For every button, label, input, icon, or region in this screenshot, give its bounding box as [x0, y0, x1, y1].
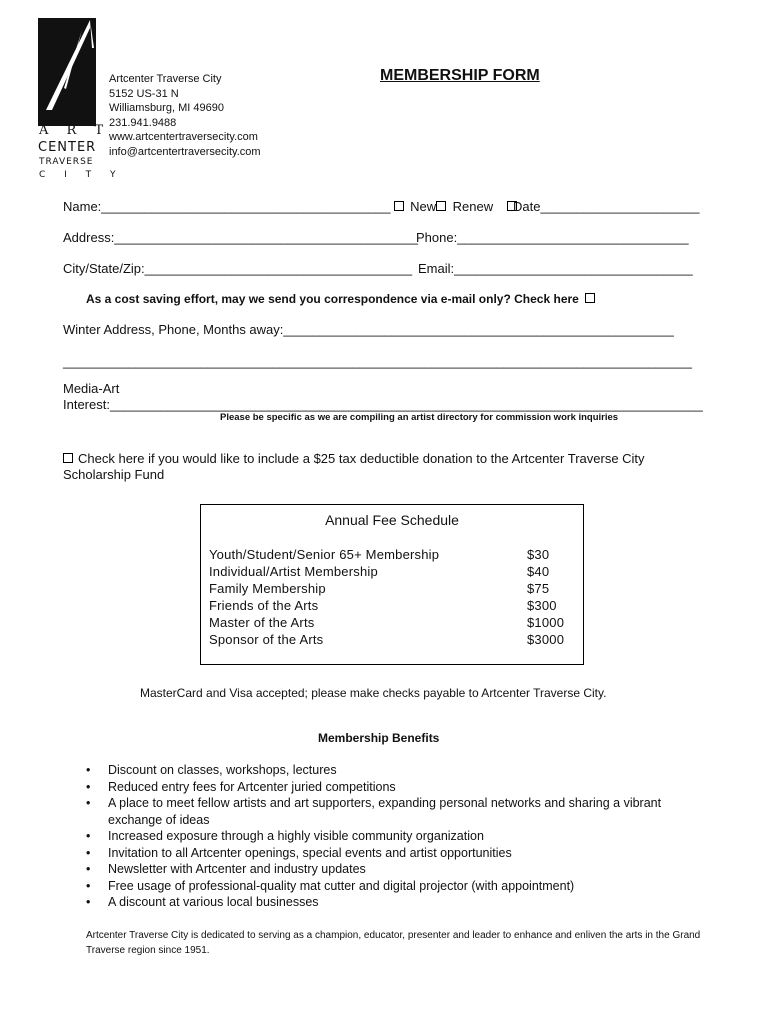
renew-checkbox[interactable]: [436, 201, 446, 211]
fee-schedule-box: [200, 504, 584, 665]
list-item: • Discount on classes, workshops, lectures: [86, 762, 706, 779]
winter-address-field[interactable]: Winter Address, Phone, Months away:______________________________________________________: [63, 322, 674, 337]
benefits-title: Membership Benefits: [318, 731, 440, 745]
donation-text: Check here if you would like to include a $25 tax deductible donation to the Artcenter Traverse City: [78, 451, 645, 466]
list-item: • A discount at various local businesses: [86, 894, 706, 911]
org-city: Williamsburg, MI 49690: [109, 102, 224, 114]
winter-address-extra-line[interactable]: _______________________________________________________________________________________: [63, 354, 693, 369]
fee-schedule-title: Annual Fee Schedule: [325, 512, 459, 528]
org-name: Artcenter Traverse City: [109, 73, 222, 85]
org-phone: 231.941.9488: [109, 116, 177, 129]
logo-art-text: A R T: [39, 123, 111, 138]
fee-label: Youth/Student/Senior 65+ Membership: [209, 547, 440, 562]
mission-statement: Artcenter Traverse City is dedicated to serving as a champion, educator, presenter and leader to enhance and enliven the arts in the Grand Traverse region since 1951.: [86, 930, 701, 956]
date-field[interactable]: Date______________________: [513, 199, 700, 214]
new-checkbox[interactable]: [394, 201, 404, 211]
form-title: MEMBERSHIP FORM: [380, 67, 540, 84]
benefits-list: [86, 762, 706, 911]
list-item: • Newsletter with Artcenter and industry updates: [86, 861, 706, 878]
renew-group[interactable]: [433, 199, 520, 214]
list-item: • Free usage of professional-quality mat cutter and digital projector (with appointment): [86, 878, 706, 895]
new-label: New: [406, 199, 437, 214]
fee-price: $40: [527, 564, 550, 579]
interest-field[interactable]: Interest:__________________________________________________________________________________: [63, 397, 703, 412]
email-only-note: [86, 292, 598, 306]
fee-label: Individual/Artist Membership: [209, 564, 378, 579]
address-field[interactable]: Address:__________________________________________: [63, 230, 418, 245]
org-email[interactable]: info@artcentertraversecity.com: [109, 145, 261, 158]
media-art-label: Media-Art: [63, 381, 120, 396]
payment-note: MasterCard and Visa accepted; please make checks payable to Artcenter Traverse City.: [140, 686, 607, 700]
fee-price: $30: [527, 547, 550, 562]
fee-label: Friends of the Arts: [209, 598, 319, 613]
list-item: • A place to meet fellow artists and art supporters, expanding personal networks and sharing a vibrant exchange of ideas: [86, 795, 706, 828]
logo-traverse-text: TRAVERSE: [39, 157, 94, 167]
name-line[interactable]: Name:________________________________________: [63, 199, 391, 214]
fee-price: $300: [527, 598, 557, 613]
fee-price: $3000: [527, 632, 565, 647]
donation-line-2: Scholarship Fund: [63, 467, 165, 482]
org-street: 5152 US-31 N: [109, 87, 179, 100]
renew-label: Renew: [449, 199, 494, 214]
logo-center-text: CENTER: [38, 140, 97, 155]
phone-field[interactable]: Phone:________________________________: [416, 230, 689, 245]
fee-label: Family Membership: [209, 581, 326, 596]
donation-line[interactable]: [63, 451, 645, 466]
email-only-checkbox[interactable]: [585, 293, 595, 303]
list-item: • Increased exposure through a highly visible community organization: [86, 828, 706, 845]
list-item: • Reduced entry fees for Artcenter juried competitions: [86, 779, 706, 796]
email-field[interactable]: Email:_________________________________: [418, 261, 693, 276]
name-field[interactable]: [63, 199, 436, 214]
org-website[interactable]: www.artcentertraversecity.com: [109, 131, 258, 143]
artcenter-logo: [38, 18, 124, 183]
list-item: • Invitation to all Artcenter openings, special events and artist opportunities: [86, 845, 706, 862]
fee-label: Sponsor of the Arts: [209, 632, 324, 647]
org-address-block: [109, 72, 261, 159]
fee-price: $1000: [527, 615, 565, 630]
fee-label: Master of the Arts: [209, 615, 315, 630]
logo-mark-icon: [38, 18, 96, 126]
donation-checkbox[interactable]: [63, 453, 73, 463]
fee-price: $75: [527, 581, 550, 596]
logo-city-text: C I T Y: [39, 170, 124, 180]
city-state-zip-field[interactable]: City/State/Zip:_____________________________________: [63, 261, 413, 276]
email-only-text: As a cost saving effort, may we send you correspondence via e-mail only? Check here: [86, 292, 579, 306]
interest-note: Please be specific as we are compiling an artist directory for commission work inquiries: [220, 412, 619, 423]
